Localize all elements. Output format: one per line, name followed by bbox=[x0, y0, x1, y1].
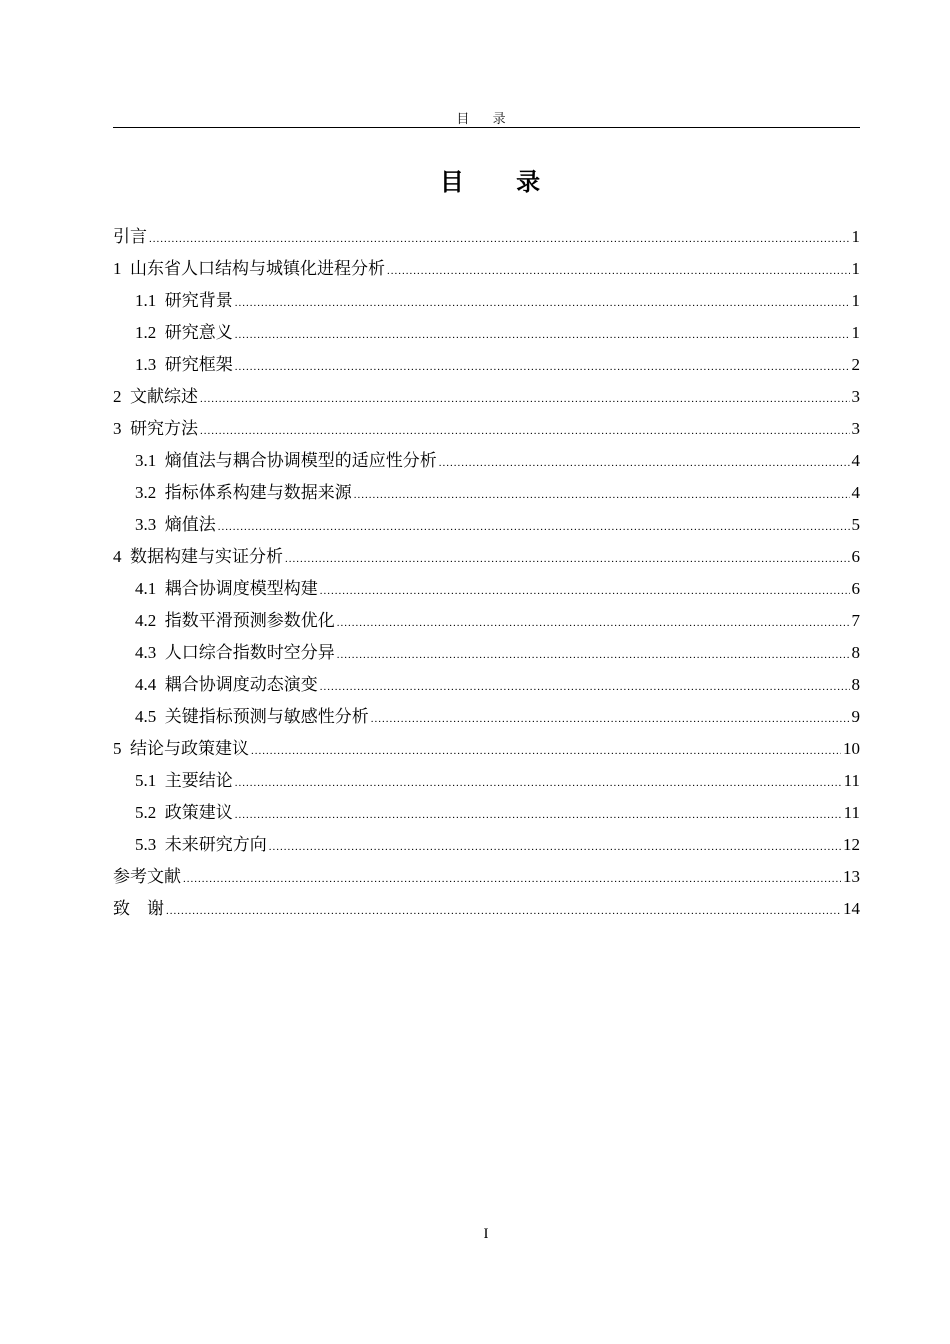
toc-leader-dots bbox=[439, 451, 850, 475]
toc-number: 4 bbox=[113, 547, 130, 566]
toc-leader-dots bbox=[320, 675, 850, 699]
toc-entry-4-5[interactable] bbox=[113, 705, 860, 737]
toc-label: 研究意义 bbox=[164, 323, 233, 342]
toc-entry-3-1[interactable] bbox=[113, 449, 860, 481]
toc-entry-intro[interactable] bbox=[113, 225, 860, 257]
toc-number: 4.2 bbox=[135, 611, 165, 630]
toc-label: 耦合协调度模型构建 bbox=[164, 579, 318, 598]
toc-page-number: 1 bbox=[851, 259, 860, 278]
toc-label: 熵值法与耦合协调模型的适应性分析 bbox=[164, 451, 437, 470]
page-title: 目 录 bbox=[439, 168, 563, 196]
toc-label: 人口综合指数时空分异 bbox=[164, 643, 335, 662]
toc-number: 5.2 bbox=[135, 803, 165, 822]
toc-label: 政策建议 bbox=[164, 803, 233, 822]
toc-page-number: 1 bbox=[851, 291, 860, 310]
toc-entry-5-1[interactable] bbox=[113, 769, 860, 801]
toc-number: 3 bbox=[113, 419, 130, 438]
toc-entry-1[interactable] bbox=[113, 257, 860, 289]
toc-entry-5[interactable] bbox=[113, 737, 860, 769]
toc-label: 致 谢 bbox=[113, 899, 164, 918]
toc-label: 指标体系构建与数据来源 bbox=[164, 483, 352, 502]
page-number: I bbox=[483, 1226, 489, 1242]
toc-page-number: 7 bbox=[851, 611, 860, 630]
toc-entry-4-4[interactable] bbox=[113, 673, 860, 705]
toc-number: 4.1 bbox=[135, 579, 165, 598]
toc-label: 主要结论 bbox=[164, 771, 233, 790]
toc-page-number: 1 bbox=[851, 323, 860, 342]
toc-page-number: 3 bbox=[851, 419, 860, 438]
toc-page-number: 13 bbox=[843, 867, 860, 886]
running-header: 目 录 bbox=[456, 111, 516, 126]
toc-number: 5.1 bbox=[135, 771, 165, 790]
toc-leader-dots bbox=[371, 707, 850, 731]
toc-page-number: 9 bbox=[851, 707, 860, 726]
toc-label: 结论与政策建议 bbox=[130, 739, 249, 758]
table-of-contents bbox=[113, 225, 860, 929]
toc-leader-dots bbox=[354, 483, 850, 507]
toc-leader-dots bbox=[337, 611, 850, 635]
toc-number: 3.1 bbox=[135, 451, 165, 470]
toc-number: 3.2 bbox=[135, 483, 165, 502]
toc-page-number: 11 bbox=[843, 803, 860, 822]
toc-entry-1-2[interactable] bbox=[113, 321, 860, 353]
toc-page-number: 5 bbox=[851, 515, 860, 534]
toc-label: 参考文献 bbox=[113, 867, 181, 886]
toc-label: 关键指标预测与敏感性分析 bbox=[164, 707, 369, 726]
toc-page-number: 1 bbox=[851, 227, 860, 246]
toc-number: 1 bbox=[113, 259, 130, 278]
toc-page-number: 12 bbox=[843, 835, 860, 854]
toc-label: 研究背景 bbox=[164, 291, 233, 310]
toc-entry-acknowledgements[interactable] bbox=[113, 897, 860, 929]
toc-leader-dots bbox=[218, 515, 850, 539]
toc-leader-dots bbox=[200, 387, 850, 411]
toc-number: 1.3 bbox=[135, 355, 165, 374]
toc-label: 数据构建与实证分析 bbox=[130, 547, 283, 566]
header-divider bbox=[113, 127, 860, 128]
toc-number: 4.3 bbox=[135, 643, 165, 662]
toc-number: 4.4 bbox=[135, 675, 165, 694]
toc-label: 未来研究方向 bbox=[164, 835, 267, 854]
toc-number: 1.2 bbox=[135, 323, 165, 342]
toc-leader-dots bbox=[269, 835, 841, 859]
toc-label: 研究方法 bbox=[130, 419, 198, 438]
toc-leader-dots bbox=[235, 803, 842, 827]
toc-leader-dots bbox=[235, 323, 850, 347]
toc-page-number: 8 bbox=[851, 675, 860, 694]
toc-number: 5.3 bbox=[135, 835, 165, 854]
toc-label: 指数平滑预测参数优化 bbox=[164, 611, 335, 630]
toc-number: 4.5 bbox=[135, 707, 165, 726]
toc-leader-dots bbox=[337, 643, 850, 667]
toc-entry-3-2[interactable] bbox=[113, 481, 860, 513]
toc-label: 文献综述 bbox=[130, 387, 198, 406]
toc-leader-dots bbox=[251, 739, 841, 763]
toc-entry-4[interactable] bbox=[113, 545, 860, 577]
toc-entry-4-2[interactable] bbox=[113, 609, 860, 641]
toc-number: 5 bbox=[113, 739, 130, 758]
toc-page-number: 4 bbox=[851, 451, 860, 470]
toc-label: 山东省人口结构与城镇化进程分析 bbox=[130, 259, 385, 278]
toc-page-number: 11 bbox=[843, 771, 860, 790]
toc-page-number: 6 bbox=[851, 579, 860, 598]
toc-number: 2 bbox=[113, 387, 130, 406]
toc-entry-5-2[interactable] bbox=[113, 801, 860, 833]
toc-leader-dots bbox=[235, 355, 850, 379]
toc-entry-4-1[interactable] bbox=[113, 577, 860, 609]
toc-entry-5-3[interactable] bbox=[113, 833, 860, 865]
toc-page-number: 14 bbox=[843, 899, 860, 918]
toc-entry-references[interactable] bbox=[113, 865, 860, 897]
toc-leader-dots bbox=[320, 579, 850, 603]
toc-page-number: 8 bbox=[851, 643, 860, 662]
toc-entry-1-1[interactable] bbox=[113, 289, 860, 321]
toc-number: 3.3 bbox=[135, 515, 165, 534]
toc-page-number: 10 bbox=[843, 739, 860, 758]
toc-label: 引言 bbox=[113, 227, 147, 246]
toc-entry-3[interactable] bbox=[113, 417, 860, 449]
toc-label: 研究框架 bbox=[164, 355, 233, 374]
toc-number: 1.1 bbox=[135, 291, 165, 310]
toc-entry-3-3[interactable] bbox=[113, 513, 860, 545]
toc-page-number: 6 bbox=[851, 547, 860, 566]
toc-entry-1-3[interactable] bbox=[113, 353, 860, 385]
toc-entry-4-3[interactable] bbox=[113, 641, 860, 673]
toc-page-number: 3 bbox=[851, 387, 860, 406]
toc-leader-dots bbox=[183, 867, 841, 891]
toc-leader-dots bbox=[235, 771, 842, 795]
toc-page-number: 2 bbox=[851, 355, 860, 374]
toc-label: 熵值法 bbox=[164, 515, 216, 534]
toc-leader-dots bbox=[235, 291, 850, 315]
toc-label: 耦合协调度动态演变 bbox=[164, 675, 318, 694]
toc-leader-dots bbox=[149, 227, 850, 251]
toc-leader-dots bbox=[387, 259, 850, 283]
toc-leader-dots bbox=[285, 547, 850, 571]
toc-entry-2[interactable] bbox=[113, 385, 860, 417]
toc-leader-dots bbox=[166, 899, 841, 923]
toc-page-number: 4 bbox=[851, 483, 860, 502]
toc-leader-dots bbox=[200, 419, 850, 443]
